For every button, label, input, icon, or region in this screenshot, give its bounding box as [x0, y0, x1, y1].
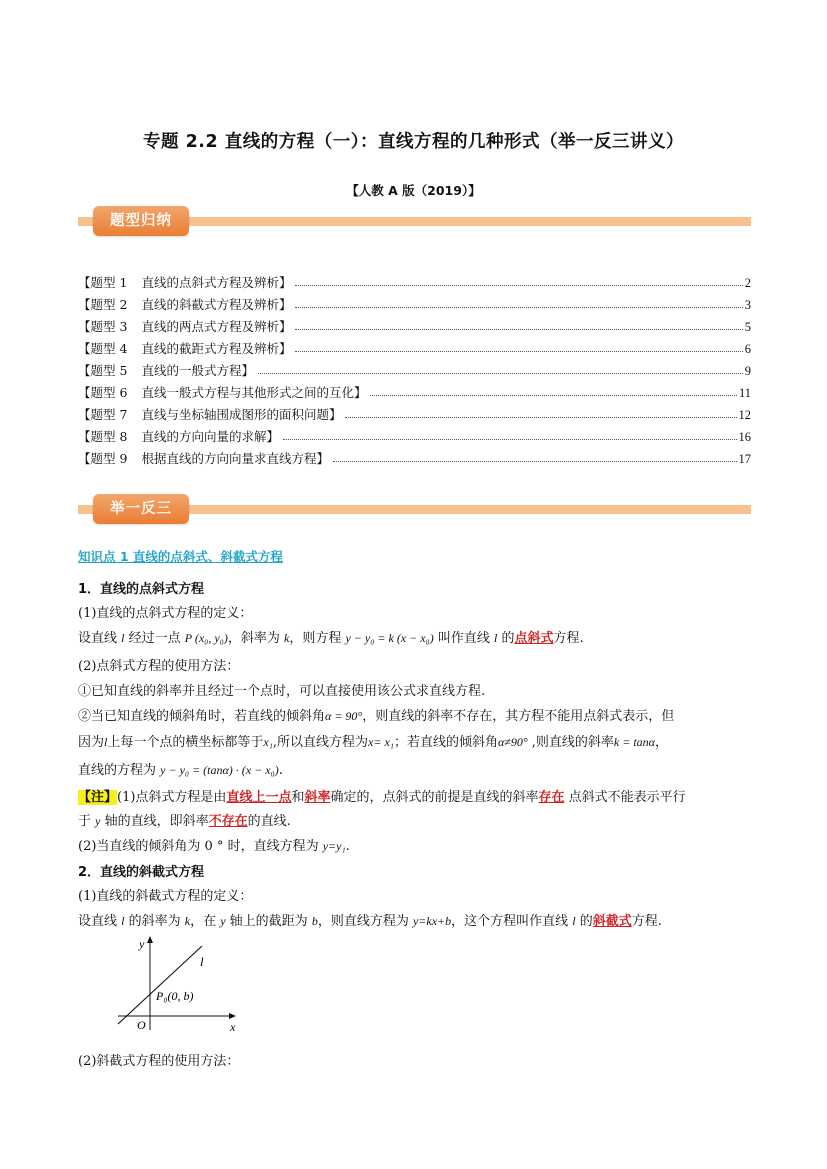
paragraph	[78, 731, 758, 750]
section-heading-2: 2．直线的斜截式方程	[78, 865, 205, 880]
toc-row[interactable]	[78, 269, 751, 291]
math: x₁	[263, 735, 273, 749]
paragraph: ①已知直线的斜率并且经过一个点时，可以直接使用该公式求直线方程.	[78, 684, 486, 699]
document-title: 专题 2.2 直线的方程（一）：直线方程的几种形式（举一反三讲义）	[143, 132, 684, 152]
text: ，在	[190, 914, 221, 929]
text: .	[278, 763, 283, 778]
toc-tag: 【题型 7	[78, 407, 128, 422]
math: y=kx+b	[412, 914, 452, 928]
toc-row[interactable]	[78, 401, 751, 423]
point-label: P₀(0, b)	[156, 989, 194, 1003]
edition-label: 【人教 A 版（2019）】	[346, 183, 481, 198]
math: x= x₁	[368, 735, 394, 749]
toc-leader	[295, 285, 742, 286]
text: ；若直线的倾斜角	[393, 735, 498, 750]
text: 经过一点	[124, 631, 185, 646]
toc-page: 16	[738, 430, 751, 444]
toc-title: 直线一般式方程与其他形式之间的互化】	[141, 385, 367, 400]
toc-row[interactable]	[78, 335, 751, 357]
text: ，斜率为	[227, 631, 284, 646]
x-axis-label: x	[230, 1020, 236, 1034]
text: ，则直线的斜率不存在，其方程不能用点斜式表示，但	[362, 709, 675, 724]
keyword: 点斜式	[514, 631, 554, 646]
math: α = 90°	[325, 709, 363, 723]
toc-leader	[333, 461, 737, 462]
note-tag: 【注】	[78, 790, 118, 805]
text: ,则直线的斜率	[527, 735, 614, 750]
math: y	[95, 814, 101, 828]
summary-badge: 题型归纳	[93, 206, 189, 236]
math: k = tanα	[613, 735, 655, 749]
math: P (x₀, y₀)	[184, 631, 228, 645]
text: .	[345, 839, 350, 854]
text: 轴的直线，即斜率	[100, 814, 209, 829]
paragraph	[78, 627, 758, 646]
toc-page: 5	[744, 320, 751, 334]
toc-page: 2	[744, 276, 751, 290]
math: α≠90°	[497, 735, 528, 749]
text: (1)点斜式方程是由	[117, 790, 227, 805]
text: 的斜率为	[124, 914, 185, 929]
toc-leader	[370, 395, 737, 396]
paragraph: (2)点斜式方程的使用方法：	[78, 659, 240, 674]
text: 的	[575, 914, 593, 929]
text: ，这个方程叫作直线	[451, 914, 573, 929]
toc-row[interactable]	[78, 313, 751, 335]
text: 确定的，点斜式的前提是直线的斜率	[330, 790, 539, 805]
text: 因为	[78, 735, 105, 750]
toc-row[interactable]	[78, 445, 751, 467]
math: l	[104, 735, 108, 749]
math: l	[121, 914, 125, 928]
toc-tag: 【题型 3	[78, 319, 128, 334]
text: 叫作直线	[433, 631, 494, 646]
toc-page: 17	[738, 452, 751, 466]
text: 方程.	[553, 631, 584, 646]
text: 设直线	[78, 914, 122, 929]
text: 的	[497, 631, 515, 646]
text: 和	[291, 790, 305, 805]
toc-title: 直线的点斜式方程及辨析】	[141, 275, 292, 290]
toc-tag: 【题型 8	[78, 429, 128, 444]
text: 点斜式不能表示平行	[564, 790, 686, 805]
toc-title: 直线的两点式方程及辨析】	[141, 319, 292, 334]
line-label: l	[200, 954, 204, 969]
note-paragraph	[78, 786, 758, 805]
toc-tag: 【题型 1	[78, 275, 128, 290]
paragraph	[78, 759, 758, 778]
toc-leader	[258, 373, 743, 374]
toc-tag: 【题型 9	[78, 451, 128, 466]
practice-badge: 举一反三	[93, 494, 189, 524]
text: 方程.	[631, 914, 662, 929]
toc-title: 直线与坐标轴围成图形的面积问题】	[141, 407, 342, 422]
paragraph	[78, 835, 758, 854]
text: 于	[78, 814, 96, 829]
keyword: 直线上一点	[226, 790, 292, 805]
math: y	[220, 914, 226, 928]
toc-row[interactable]	[78, 379, 751, 401]
text: (2)当直线的倾斜角为 0 ° 时，直线方程为	[78, 839, 323, 854]
math: b	[311, 914, 318, 928]
table-of-contents	[78, 269, 751, 467]
math: l	[121, 631, 125, 645]
toc-title: 直线的截距式方程及辨析】	[141, 341, 292, 356]
toc-leader	[295, 307, 742, 308]
text: 的直线.	[247, 814, 291, 829]
paragraph	[78, 705, 758, 724]
math: l	[572, 914, 576, 928]
paragraph: (1)直线的点斜式方程的定义：	[78, 606, 253, 621]
toc-title: 根据直线的方向向量求直线方程】	[141, 451, 329, 466]
text: 上每一个点的横坐标都等于	[107, 735, 264, 750]
text: 轴上的截距为	[225, 914, 312, 929]
toc-page: 11	[738, 386, 751, 400]
x-axis-arrow	[229, 1013, 236, 1019]
text: ②当已知直线的倾斜角时，若直线的倾斜角	[78, 709, 326, 724]
math: l	[494, 631, 498, 645]
toc-tag: 【题型 6	[78, 385, 128, 400]
keyword: 不存在	[208, 814, 248, 829]
toc-leader	[295, 329, 742, 330]
toc-page: 9	[744, 364, 751, 378]
toc-row[interactable]	[78, 357, 751, 379]
math: k	[284, 631, 290, 645]
math: y − y₀ = (tanα) · (x − x₀)	[160, 763, 279, 777]
paragraph	[78, 810, 758, 829]
text: ，则方程	[289, 631, 346, 646]
toc-tag: 【题型 5	[78, 363, 128, 378]
keyword: 斜率	[304, 790, 331, 805]
paragraph: (2)斜截式方程的使用方法：	[78, 1054, 240, 1069]
text: ，	[654, 735, 668, 750]
toc-page: 12	[738, 408, 751, 422]
toc-leader	[283, 439, 737, 440]
text: 设直线	[78, 631, 122, 646]
toc-tag: 【题型 4	[78, 341, 128, 356]
toc-leader	[345, 417, 736, 418]
origin-label: O	[137, 1018, 146, 1032]
toc-page: 3	[744, 298, 751, 312]
text: ，则直线方程为	[317, 914, 413, 929]
paragraph: (1)直线的斜截式方程的定义：	[78, 889, 253, 904]
keyword: 斜截式	[592, 914, 632, 929]
math: y − y₀ = k (x − x₀)	[345, 631, 434, 645]
text: 直线的方程为	[78, 763, 161, 778]
toc-tag: 【题型 2	[78, 297, 128, 312]
toc-title: 直线的方向向量的求解】	[141, 429, 279, 444]
keyword: 存在	[538, 790, 565, 805]
math: y=y₁	[322, 839, 346, 853]
toc-row[interactable]	[78, 291, 751, 313]
toc-row[interactable]	[78, 423, 751, 445]
toc-page: 6	[744, 342, 751, 356]
y-axis-label: y	[139, 937, 145, 951]
toc-leader	[295, 351, 742, 352]
text: ,所以直线方程为	[272, 735, 369, 750]
knowledge-heading: 知识点 1 直线的点斜式、斜截式方程	[78, 549, 283, 564]
toc-title: 直线的斜截式方程及辨析】	[141, 297, 292, 312]
toc-title: 直线的一般式方程】	[141, 363, 254, 378]
slope-intercept-figure	[100, 932, 260, 1037]
y-axis-arrow	[147, 936, 153, 943]
paragraph	[78, 910, 758, 929]
math: k	[184, 914, 191, 928]
section-heading-1: 1．直线的点斜式方程	[78, 582, 205, 597]
line-l	[118, 946, 202, 1024]
